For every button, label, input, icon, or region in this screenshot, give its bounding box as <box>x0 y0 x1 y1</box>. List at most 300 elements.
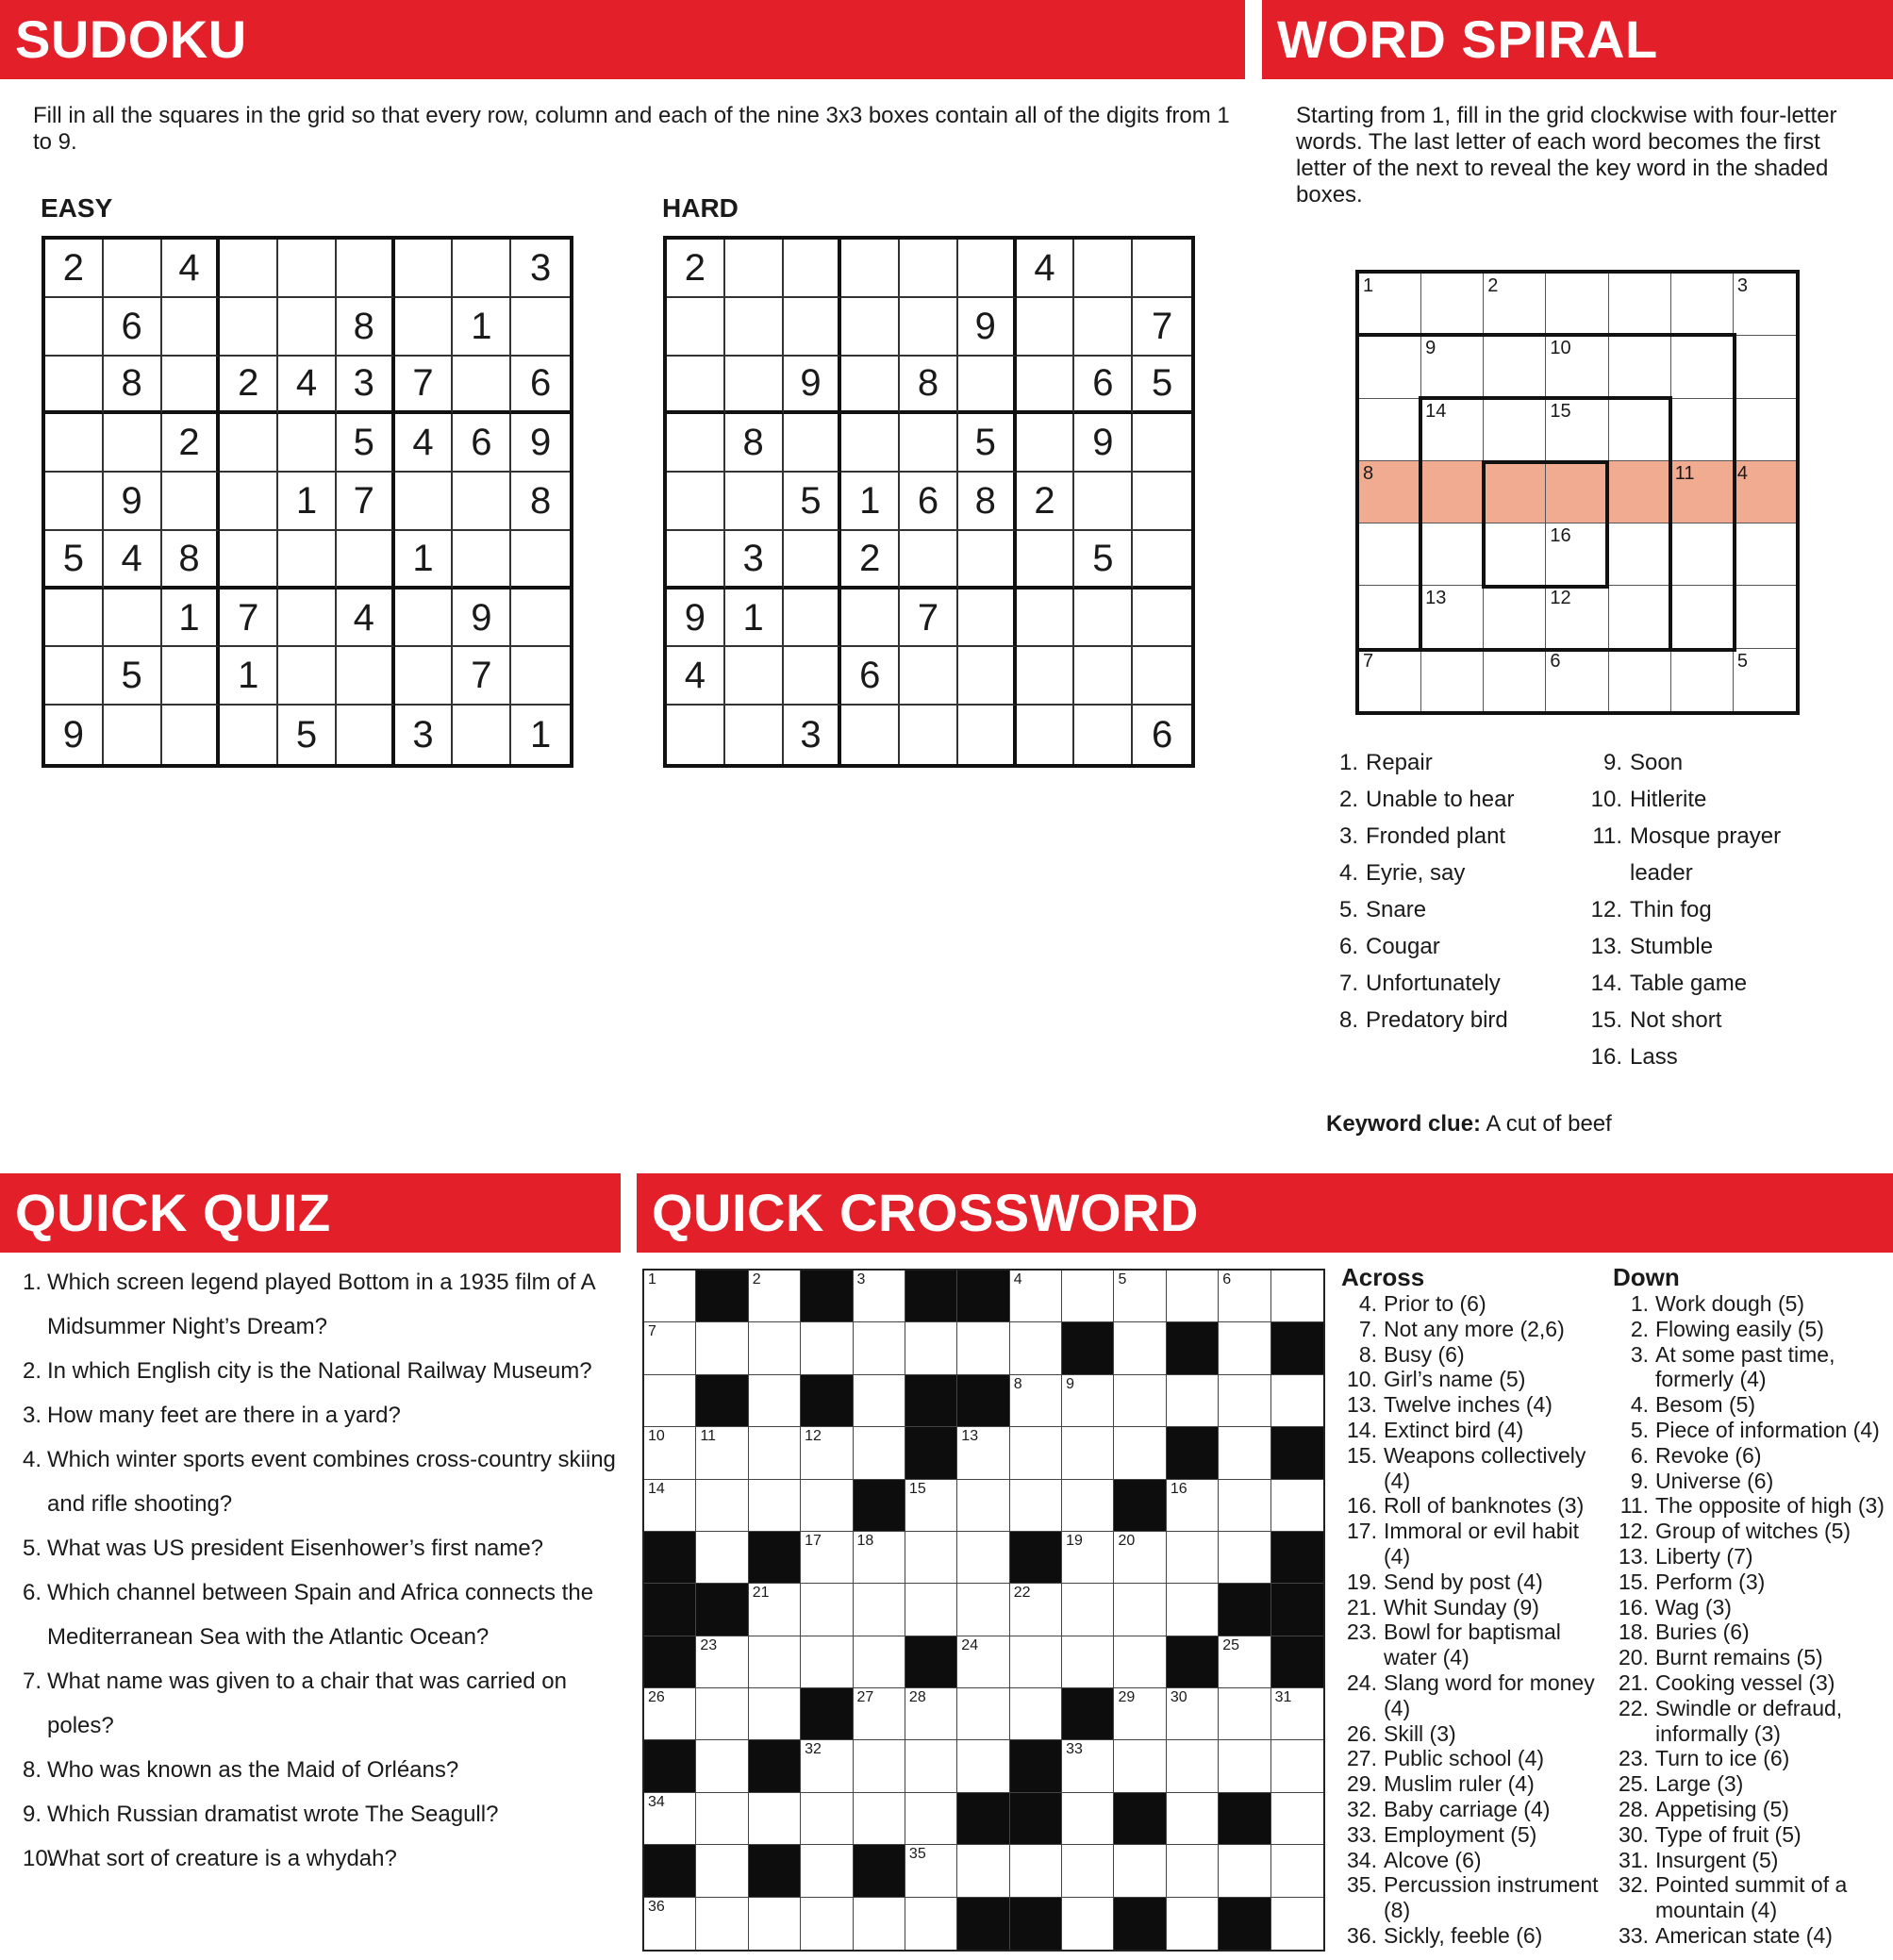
easy-sudoku-cell[interactable]: 6 <box>104 298 162 357</box>
crossword-cell[interactable] <box>749 1636 801 1688</box>
hard-sudoku-cell[interactable]: 6 <box>1074 357 1133 415</box>
easy-sudoku-cell[interactable] <box>511 298 570 357</box>
hard-sudoku-cell[interactable] <box>667 414 725 473</box>
crossword-cell[interactable] <box>1167 1688 1219 1740</box>
spiral-cell[interactable] <box>1359 336 1421 398</box>
hard-sudoku-cell[interactable] <box>667 531 725 590</box>
hard-sudoku-cell[interactable] <box>1133 414 1191 473</box>
crossword-cell[interactable] <box>905 1322 957 1374</box>
crossword-cell[interactable] <box>1167 1375 1219 1427</box>
spiral-cell[interactable] <box>1671 523 1734 586</box>
crossword-cell[interactable] <box>801 1532 853 1584</box>
spiral-cell[interactable] <box>1671 336 1734 398</box>
easy-sudoku-cell[interactable] <box>162 706 221 764</box>
hard-sudoku-cell[interactable]: 9 <box>667 590 725 648</box>
crossword-cell[interactable] <box>801 1322 853 1374</box>
hard-sudoku-cell[interactable]: 5 <box>958 414 1017 473</box>
easy-sudoku-cell[interactable]: 3 <box>511 240 570 298</box>
easy-sudoku-cell[interactable]: 8 <box>104 357 162 415</box>
easy-sudoku-cell[interactable] <box>395 590 454 648</box>
crossword-cell[interactable] <box>1062 1845 1114 1897</box>
spiral-cell[interactable] <box>1484 523 1546 586</box>
hard-sudoku-cell[interactable]: 4 <box>1017 240 1075 298</box>
easy-sudoku-cell[interactable]: 8 <box>162 531 221 590</box>
hard-sudoku-cell[interactable]: 5 <box>1074 531 1133 590</box>
easy-sudoku-cell[interactable] <box>220 473 278 531</box>
spiral-cell[interactable] <box>1421 399 1484 461</box>
crossword-cell[interactable] <box>1010 1688 1062 1740</box>
easy-sudoku-cell[interactable]: 8 <box>337 298 395 357</box>
hard-sudoku-cell[interactable]: 9 <box>1074 414 1133 473</box>
crossword-cell[interactable] <box>1062 1898 1114 1950</box>
hard-sudoku-cell[interactable] <box>667 473 725 531</box>
spiral-cell[interactable] <box>1609 586 1671 648</box>
hard-sudoku-cell[interactable] <box>667 357 725 415</box>
spiral-cell[interactable] <box>1734 274 1796 336</box>
easy-sudoku-cell[interactable] <box>162 298 221 357</box>
crossword-cell[interactable] <box>905 1532 957 1584</box>
crossword-cell[interactable] <box>801 1427 853 1479</box>
spiral-cell[interactable] <box>1484 586 1546 648</box>
easy-sudoku-cell[interactable]: 1 <box>220 647 278 706</box>
crossword-cell[interactable] <box>749 1271 801 1322</box>
crossword-cell[interactable] <box>957 1427 1009 1479</box>
hard-sudoku-cell[interactable] <box>1017 531 1075 590</box>
easy-sudoku-cell[interactable]: 3 <box>395 706 454 764</box>
crossword-cell[interactable] <box>1010 1322 1062 1374</box>
spiral-cell[interactable] <box>1671 586 1734 648</box>
spiral-cell[interactable] <box>1546 274 1608 336</box>
easy-sudoku-cell[interactable] <box>278 240 337 298</box>
crossword-cell[interactable] <box>1271 1740 1323 1792</box>
easy-sudoku-cell[interactable]: 7 <box>395 357 454 415</box>
crossword-cell[interactable] <box>957 1322 1009 1374</box>
crossword-cell[interactable] <box>1114 1532 1166 1584</box>
hard-sudoku-cell[interactable] <box>841 414 900 473</box>
hard-sudoku-cell[interactable] <box>667 706 725 764</box>
crossword-cell[interactable] <box>749 1688 801 1740</box>
spiral-cell[interactable] <box>1609 336 1671 398</box>
crossword-cell[interactable] <box>749 1793 801 1845</box>
easy-sudoku-cell[interactable] <box>395 473 454 531</box>
crossword-cell[interactable] <box>1219 1845 1270 1897</box>
easy-sudoku-cell[interactable]: 9 <box>511 414 570 473</box>
easy-sudoku-cell[interactable] <box>453 357 511 415</box>
easy-sudoku-cell[interactable]: 1 <box>453 298 511 357</box>
hard-sudoku-cell[interactable] <box>1074 473 1133 531</box>
spiral-cell[interactable] <box>1609 523 1671 586</box>
easy-sudoku-cell[interactable] <box>162 647 221 706</box>
hard-sudoku-cell[interactable]: 5 <box>784 473 842 531</box>
spiral-cell[interactable] <box>1734 586 1796 648</box>
easy-sudoku-cell[interactable] <box>337 531 395 590</box>
spiral-cell[interactable] <box>1609 274 1671 336</box>
crossword-cell[interactable] <box>1010 1427 1062 1479</box>
easy-sudoku-cell[interactable]: 6 <box>453 414 511 473</box>
hard-sudoku-cell[interactable] <box>1074 590 1133 648</box>
hard-sudoku-cell[interactable] <box>1133 647 1191 706</box>
spiral-cell[interactable] <box>1421 586 1484 648</box>
crossword-cell[interactable] <box>957 1688 1009 1740</box>
crossword-cell[interactable] <box>696 1532 748 1584</box>
crossword-cell[interactable] <box>1010 1375 1062 1427</box>
easy-sudoku-cell[interactable] <box>220 240 278 298</box>
hard-sudoku-cell[interactable] <box>1133 590 1191 648</box>
easy-sudoku-cell[interactable]: 5 <box>45 531 104 590</box>
hard-sudoku-cell[interactable]: 9 <box>958 298 1017 357</box>
spiral-cell[interactable] <box>1609 461 1671 523</box>
easy-sudoku-cell[interactable] <box>45 298 104 357</box>
crossword-cell[interactable] <box>644 1688 696 1740</box>
crossword-cell[interactable] <box>905 1584 957 1636</box>
easy-sudoku-cell[interactable]: 9 <box>45 706 104 764</box>
crossword-cell[interactable] <box>1219 1375 1270 1427</box>
hard-sudoku-cell[interactable]: 6 <box>1151 714 1173 756</box>
crossword-cell[interactable] <box>1271 1793 1323 1845</box>
crossword-cell[interactable] <box>1271 1480 1323 1532</box>
crossword-cell[interactable] <box>801 1793 853 1845</box>
easy-sudoku-cell[interactable] <box>453 706 511 764</box>
crossword-cell[interactable] <box>1062 1427 1114 1479</box>
crossword-cell[interactable] <box>1167 1480 1219 1532</box>
spiral-cell[interactable] <box>1671 461 1734 523</box>
hard-sudoku-cell[interactable] <box>725 706 784 764</box>
easy-sudoku-cell[interactable] <box>45 414 104 473</box>
easy-sudoku-cell[interactable] <box>395 298 454 357</box>
hard-sudoku-cell[interactable] <box>1017 706 1075 764</box>
crossword-cell[interactable] <box>854 1793 905 1845</box>
spiral-cell[interactable] <box>1734 461 1796 523</box>
easy-sudoku-cell[interactable]: 2 <box>162 414 221 473</box>
hard-sudoku-cell[interactable] <box>725 357 784 415</box>
hard-sudoku-cell[interactable] <box>1133 531 1191 590</box>
crossword-cell[interactable] <box>1114 1427 1166 1479</box>
hard-sudoku-cell[interactable]: 2 <box>841 531 900 590</box>
hard-sudoku-cell[interactable]: 6 <box>900 473 958 531</box>
spiral-cell[interactable] <box>1484 649 1546 711</box>
crossword-cell[interactable] <box>854 1740 905 1792</box>
crossword-cell[interactable] <box>1167 1271 1219 1322</box>
hard-sudoku-cell[interactable] <box>1133 240 1191 298</box>
crossword-cell[interactable] <box>696 1427 748 1479</box>
spiral-cell[interactable] <box>1546 649 1608 711</box>
easy-sudoku-cell[interactable] <box>337 240 395 298</box>
crossword-cell[interactable] <box>1062 1532 1114 1584</box>
easy-sudoku-cell[interactable] <box>278 647 337 706</box>
easy-sudoku-cell[interactable]: 1 <box>278 473 337 531</box>
crossword-cell[interactable] <box>1010 1845 1062 1897</box>
hard-sudoku-cell[interactable] <box>900 414 958 473</box>
spiral-cell[interactable] <box>1734 399 1796 461</box>
crossword-cell[interactable] <box>1271 1375 1323 1427</box>
easy-sudoku-cell[interactable]: 9 <box>104 473 162 531</box>
spiral-cell[interactable] <box>1734 649 1796 711</box>
hard-sudoku-cell[interactable] <box>725 298 784 357</box>
hard-sudoku-cell[interactable] <box>900 240 958 298</box>
spiral-cell[interactable] <box>1484 274 1546 336</box>
spiral-cell[interactable] <box>1421 336 1484 398</box>
crossword-cell[interactable] <box>1062 1793 1114 1845</box>
crossword-cell[interactable] <box>696 1898 748 1950</box>
easy-sudoku-cell[interactable]: 4 <box>337 590 395 648</box>
crossword-cell[interactable] <box>644 1322 696 1374</box>
easy-sudoku-cell[interactable] <box>220 706 278 764</box>
easy-sudoku-cell[interactable] <box>511 531 570 590</box>
crossword-cell[interactable] <box>854 1322 905 1374</box>
hard-sudoku-cell[interactable] <box>1017 357 1075 415</box>
crossword-cell[interactable] <box>854 1636 905 1688</box>
crossword-cell[interactable] <box>644 1898 696 1950</box>
crossword-cell[interactable] <box>1114 1322 1166 1374</box>
easy-sudoku-cell[interactable] <box>162 473 221 531</box>
hard-sudoku-cell[interactable] <box>841 706 900 764</box>
hard-sudoku-cell[interactable] <box>958 647 1017 706</box>
spiral-cell[interactable] <box>1609 399 1671 461</box>
easy-sudoku-cell[interactable] <box>278 298 337 357</box>
spiral-cell[interactable] <box>1734 523 1796 586</box>
crossword-cell[interactable] <box>1062 1271 1114 1322</box>
spiral-cell[interactable] <box>1671 399 1734 461</box>
spiral-cell[interactable] <box>1359 461 1421 523</box>
easy-sudoku-cell[interactable] <box>395 647 454 706</box>
crossword-cell[interactable] <box>696 1793 748 1845</box>
easy-sudoku-cell[interactable]: 7 <box>220 590 278 648</box>
crossword-cell[interactable] <box>957 1532 1009 1584</box>
easy-sudoku-cell[interactable]: 1 <box>162 590 221 648</box>
crossword-cell[interactable] <box>1114 1845 1166 1897</box>
hard-sudoku-cell[interactable] <box>1017 414 1075 473</box>
hard-sudoku-cell[interactable] <box>784 647 842 706</box>
easy-sudoku-cell[interactable]: 7 <box>453 647 511 706</box>
hard-sudoku-cell[interactable]: 2 <box>1017 473 1075 531</box>
crossword-cell[interactable] <box>801 1740 853 1792</box>
crossword-cell[interactable] <box>749 1480 801 1532</box>
crossword-cell[interactable] <box>749 1584 801 1636</box>
hard-sudoku-cell[interactable] <box>958 531 1017 590</box>
crossword-cell[interactable] <box>644 1793 696 1845</box>
crossword-cell[interactable] <box>696 1322 748 1374</box>
hard-sudoku-cell[interactable] <box>784 414 842 473</box>
hard-sudoku-cell[interactable] <box>841 298 900 357</box>
spiral-cell[interactable] <box>1546 523 1608 586</box>
hard-sudoku-cell[interactable] <box>725 240 784 298</box>
crossword-cell[interactable] <box>1271 1845 1323 1897</box>
crossword-cell[interactable] <box>1219 1636 1270 1688</box>
crossword-cell[interactable] <box>854 1898 905 1950</box>
crossword-cell[interactable] <box>1010 1271 1062 1322</box>
easy-sudoku-cell[interactable] <box>104 414 162 473</box>
easy-sudoku-cell[interactable]: 4 <box>278 357 337 415</box>
easy-sudoku-cell[interactable]: 4 <box>162 240 221 298</box>
hard-sudoku-cell[interactable]: 3 <box>784 706 842 764</box>
spiral-cell[interactable] <box>1359 399 1421 461</box>
crossword-cell[interactable] <box>1062 1636 1114 1688</box>
crossword-cell[interactable] <box>749 1427 801 1479</box>
crossword-cell[interactable] <box>1062 1584 1114 1636</box>
hard-sudoku-cell[interactable] <box>900 647 958 706</box>
easy-sudoku-cell[interactable] <box>220 414 278 473</box>
hard-sudoku-cell[interactable] <box>900 706 958 764</box>
spiral-cell[interactable] <box>1546 461 1608 523</box>
crossword-cell[interactable] <box>1114 1584 1166 1636</box>
spiral-cell[interactable] <box>1671 274 1734 336</box>
hard-sudoku-cell[interactable]: 1 <box>725 590 784 648</box>
crossword-cell[interactable] <box>1219 1427 1270 1479</box>
easy-sudoku-cell[interactable] <box>162 357 221 415</box>
hard-sudoku-cell[interactable]: 1 <box>841 473 900 531</box>
hard-sudoku-cell[interactable]: 5 <box>1133 357 1191 415</box>
spiral-cell[interactable] <box>1359 274 1421 336</box>
easy-sudoku-cell[interactable] <box>453 473 511 531</box>
crossword-cell[interactable] <box>644 1271 696 1322</box>
spiral-cell[interactable] <box>1421 461 1484 523</box>
crossword-cell[interactable] <box>749 1322 801 1374</box>
easy-sudoku-cell[interactable]: 3 <box>337 357 395 415</box>
easy-sudoku-cell[interactable]: 7 <box>337 473 395 531</box>
hard-sudoku-cell[interactable] <box>958 706 1017 764</box>
spiral-cell[interactable] <box>1671 649 1734 711</box>
hard-sudoku-cell[interactable]: 8 <box>900 357 958 415</box>
crossword-cell[interactable] <box>801 1898 853 1950</box>
hard-sudoku-cell[interactable] <box>900 298 958 357</box>
crossword-cell[interactable] <box>1219 1688 1270 1740</box>
hard-sudoku-cell[interactable]: 7 <box>1133 298 1191 357</box>
hard-sudoku-cell[interactable]: 9 <box>784 357 842 415</box>
spiral-cell[interactable] <box>1734 336 1796 398</box>
crossword-cell[interactable] <box>905 1688 957 1740</box>
crossword-cell[interactable] <box>854 1375 905 1427</box>
hard-sudoku-cell[interactable] <box>958 240 1017 298</box>
easy-sudoku-cell[interactable]: 4 <box>395 414 454 473</box>
crossword-cell[interactable] <box>1167 1740 1219 1792</box>
easy-sudoku-cell[interactable] <box>278 590 337 648</box>
crossword-cell[interactable] <box>801 1584 853 1636</box>
crossword-cell[interactable] <box>1114 1636 1166 1688</box>
spiral-cell[interactable] <box>1609 649 1671 711</box>
hard-sudoku-cell[interactable] <box>784 298 842 357</box>
crossword-cell[interactable] <box>854 1427 905 1479</box>
crossword-cell[interactable] <box>854 1584 905 1636</box>
crossword-cell[interactable] <box>854 1688 905 1740</box>
spiral-cell[interactable] <box>1359 586 1421 648</box>
crossword-cell[interactable] <box>696 1636 748 1688</box>
easy-sudoku-cell[interactable] <box>395 240 454 298</box>
crossword-cell[interactable] <box>644 1375 696 1427</box>
spiral-cell[interactable] <box>1359 523 1421 586</box>
crossword-cell[interactable] <box>1219 1322 1270 1374</box>
crossword-cell[interactable] <box>905 1898 957 1950</box>
spiral-cell[interactable] <box>1421 274 1484 336</box>
crossword-cell[interactable] <box>1167 1793 1219 1845</box>
crossword-cell[interactable] <box>696 1688 748 1740</box>
hard-sudoku-cell[interactable]: 7 <box>900 590 958 648</box>
hard-sudoku-cell[interactable] <box>725 473 784 531</box>
easy-sudoku-cell[interactable] <box>104 706 162 764</box>
hard-sudoku-cell[interactable]: 8 <box>958 473 1017 531</box>
crossword-cell[interactable] <box>801 1636 853 1688</box>
easy-sudoku-cell[interactable] <box>45 357 104 415</box>
hard-sudoku-cell[interactable]: 8 <box>725 414 784 473</box>
easy-sudoku-cell[interactable] <box>45 647 104 706</box>
hard-sudoku-cell[interactable] <box>784 590 842 648</box>
easy-sudoku-cell[interactable]: 9 <box>453 590 511 648</box>
crossword-cell[interactable] <box>1062 1740 1114 1792</box>
spiral-cell[interactable] <box>1484 336 1546 398</box>
crossword-cell[interactable] <box>1167 1532 1219 1584</box>
spiral-cell[interactable] <box>1359 649 1421 711</box>
hard-sudoku-cell[interactable] <box>958 357 1017 415</box>
hard-sudoku-cell[interactable] <box>1074 298 1133 357</box>
crossword-cell[interactable] <box>1271 1688 1323 1740</box>
hard-sudoku-cell[interactable] <box>841 357 900 415</box>
crossword-cell[interactable] <box>1219 1480 1270 1532</box>
easy-sudoku-cell[interactable] <box>337 647 395 706</box>
easy-sudoku-cell[interactable]: 1 <box>395 531 454 590</box>
easy-sudoku-cell[interactable]: 2 <box>45 240 104 298</box>
crossword-cell[interactable] <box>1271 1898 1323 1950</box>
hard-sudoku-cell[interactable] <box>841 240 900 298</box>
spiral-cell[interactable] <box>1421 649 1484 711</box>
crossword-cell[interactable] <box>854 1271 905 1322</box>
crossword-cell[interactable] <box>644 1480 696 1532</box>
crossword-cell[interactable] <box>1010 1480 1062 1532</box>
easy-sudoku-cell[interactable] <box>220 298 278 357</box>
crossword-cell[interactable] <box>696 1740 748 1792</box>
easy-sudoku-cell[interactable] <box>453 531 511 590</box>
easy-sudoku-cell[interactable]: 4 <box>104 531 162 590</box>
spiral-cell[interactable] <box>1546 399 1608 461</box>
crossword-cell[interactable] <box>957 1845 1009 1897</box>
easy-sudoku-cell[interactable] <box>453 240 511 298</box>
hard-sudoku-cell[interactable] <box>1017 647 1075 706</box>
crossword-cell[interactable] <box>957 1480 1009 1532</box>
easy-sudoku-cell[interactable]: 8 <box>511 473 570 531</box>
easy-sudoku-cell[interactable] <box>45 590 104 648</box>
hard-sudoku-cell[interactable] <box>784 240 842 298</box>
crossword-cell[interactable] <box>749 1375 801 1427</box>
crossword-cell[interactable] <box>696 1480 748 1532</box>
easy-sudoku-cell[interactable]: 6 <box>511 357 570 415</box>
hard-sudoku-cell[interactable] <box>1074 706 1133 764</box>
crossword-cell[interactable] <box>854 1532 905 1584</box>
crossword-cell[interactable] <box>1062 1480 1114 1532</box>
spiral-cell[interactable] <box>1546 336 1608 398</box>
crossword-cell[interactable] <box>905 1480 957 1532</box>
crossword-cell[interactable] <box>1167 1845 1219 1897</box>
crossword-cell[interactable] <box>957 1740 1009 1792</box>
hard-sudoku-cell[interactable] <box>958 590 1017 648</box>
spiral-cell[interactable] <box>1421 523 1484 586</box>
crossword-cell[interactable] <box>644 1427 696 1479</box>
crossword-cell[interactable] <box>1219 1532 1270 1584</box>
easy-sudoku-cell[interactable] <box>104 590 162 648</box>
crossword-cell[interactable] <box>905 1793 957 1845</box>
crossword-cell[interactable] <box>1219 1740 1270 1792</box>
hard-sudoku-cell[interactable] <box>667 298 725 357</box>
crossword-cell[interactable] <box>1062 1375 1114 1427</box>
crossword-cell[interactable] <box>1114 1375 1166 1427</box>
spiral-cell[interactable] <box>1484 461 1546 523</box>
easy-sudoku-cell[interactable] <box>511 647 570 706</box>
easy-sudoku-cell[interactable]: 5 <box>278 706 337 764</box>
crossword-cell[interactable] <box>1219 1271 1270 1322</box>
spiral-cell[interactable] <box>1484 399 1546 461</box>
hard-sudoku-cell[interactable] <box>1074 240 1133 298</box>
crossword-cell[interactable] <box>696 1845 748 1897</box>
easy-sudoku-cell[interactable] <box>220 531 278 590</box>
hard-sudoku-cell[interactable] <box>1017 298 1075 357</box>
crossword-cell[interactable] <box>1271 1271 1323 1322</box>
